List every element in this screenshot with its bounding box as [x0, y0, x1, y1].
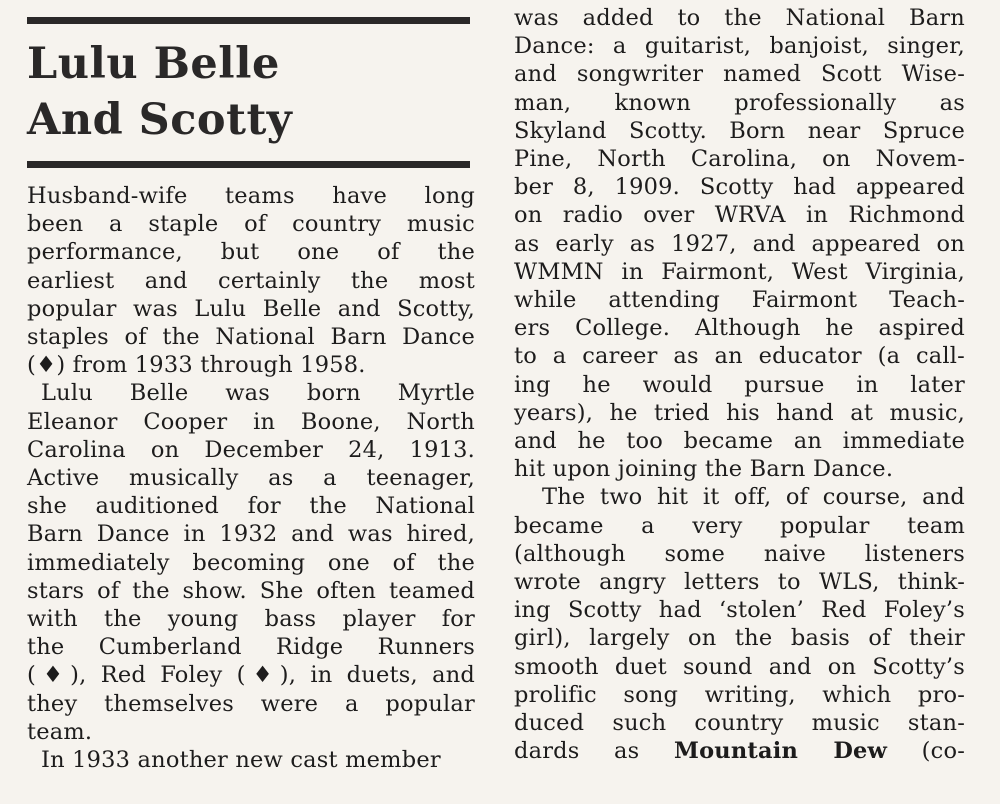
text-line: on radio over WRVA in Richmond [514, 202, 965, 229]
text-line: Lulu Belle was born Myrtle [41, 380, 475, 407]
text-line: the Cumberland Ridge Runners [27, 634, 475, 661]
text-line: (although some naive listeners [514, 540, 965, 567]
text-fragment: dards as [514, 738, 640, 765]
text-line: ber 8, 1909. Scotty had appeared [514, 174, 965, 201]
text-line: Pine, North Carolina, on Novem- [514, 146, 965, 173]
text-line: smooth duet sound and on Scotty’s [514, 653, 965, 680]
text-line: and songwriter named Scott Wise- [514, 61, 965, 88]
text-line: Barn Dance in 1932 and was hired, [27, 521, 475, 548]
text-line: earliest and certainly the most [27, 267, 475, 294]
text-line: In 1933 another new cast member [41, 747, 441, 774]
text-line: The two hit it off, of course, and [542, 484, 965, 511]
text-line: prolific song writing, which pro- [514, 681, 965, 708]
text-line: immediately becoming one of the [27, 549, 475, 576]
text-line: was added to the National Barn [514, 5, 965, 31]
text-line: team. [27, 718, 93, 745]
article-title-line-1: Lulu Belle [27, 39, 280, 89]
text-line: girl), largely on the basis of their [514, 625, 965, 652]
text-line: (♦), Red Foley (♦), in duets, and [27, 662, 475, 689]
text-line: (♦) from 1933 through 1958. [27, 352, 366, 379]
left-text-column [27, 182, 475, 774]
text-line: became a very popular team [514, 512, 965, 539]
text-line: ers College. Although he aspired [514, 315, 965, 342]
text-line: wrote angry letters to WLS, think- [514, 569, 965, 596]
title-top-rule [27, 17, 470, 24]
title-bottom-rule [27, 161, 470, 168]
text-line: ing Scotty had ‘stolen’ Red Foley’s [514, 597, 965, 624]
text-line: hit upon joining the Barn Dance. [514, 456, 894, 483]
text-line: as early as 1927, and appeared on [514, 230, 965, 257]
text-fragment: (co- [921, 738, 965, 765]
text-line: performance, but one of the [27, 239, 475, 266]
text-line: Husband-wife teams have long [27, 183, 475, 209]
text-line: duced such country music stan- [514, 710, 965, 737]
text-line: staples of the National Barn Dance [27, 324, 475, 351]
text-line: ing he would pursue in later [514, 371, 965, 398]
text-line: and he too became an immediate [514, 428, 965, 455]
text-line: while attending Fairmont Teach- [514, 287, 965, 314]
text-line: Carolina on December 24, 1913. [27, 436, 475, 463]
text-line: she auditioned for the National [27, 493, 475, 520]
text-line: man, known professionally as [514, 89, 965, 116]
text-line: WMMN in Fairmont, West Virginia, [514, 258, 965, 285]
text-line: Dance: a guitarist, banjoist, singer, [514, 33, 965, 60]
article-title-line-2: And Scotty [27, 95, 293, 145]
text-line: stars of the show. She often teamed [27, 577, 475, 604]
text-line-final [514, 737, 965, 765]
article-title [27, 36, 477, 148]
text-line: to a career as an educator (a call- [514, 343, 965, 370]
text-line: Active musically as a teenager, [27, 465, 475, 492]
text-line: years), he tried his hand at music, [514, 399, 965, 426]
text-line: with the young bass player for [27, 606, 475, 633]
text-line: Skyland Scotty. Born near Spruce [514, 117, 965, 144]
right-text-column [514, 4, 965, 765]
song-title: Mountain Dew [673, 738, 888, 765]
text-line: they themselves were a popular [27, 690, 475, 717]
text-line: Eleanor Cooper in Boone, North [27, 408, 475, 435]
text-line: popular was Lulu Belle and Scotty, [27, 295, 475, 322]
text-line: been a staple of country music [27, 211, 475, 238]
